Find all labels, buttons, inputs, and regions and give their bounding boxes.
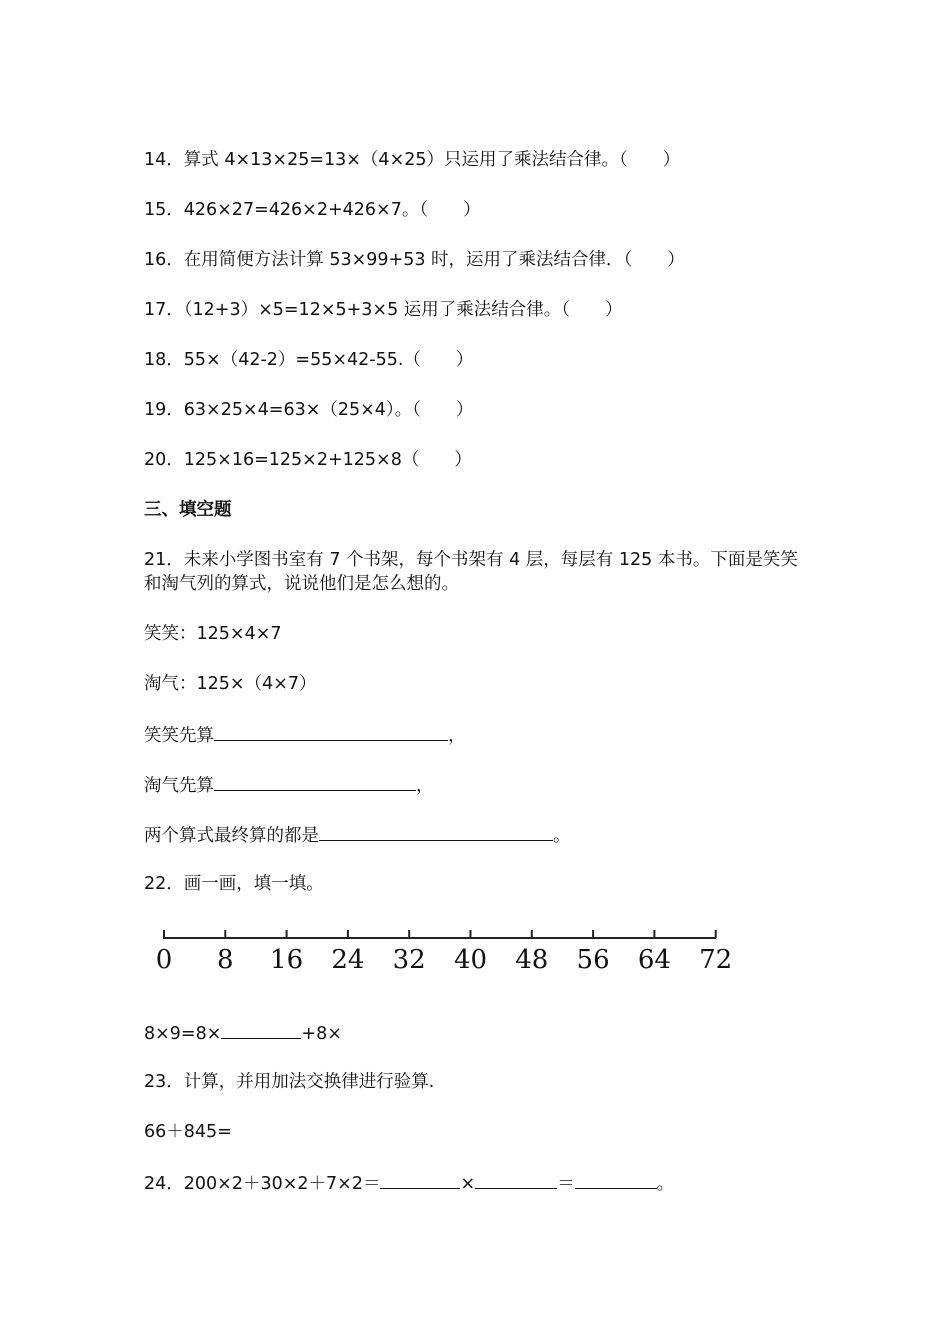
xiaoxiao-expression: 笑笑：125×4×7: [144, 624, 282, 644]
question-number: 16．: [144, 250, 184, 270]
question-number: 15．: [144, 200, 184, 220]
question-number: 24．: [144, 1174, 184, 1194]
period: 。: [656, 1174, 675, 1194]
number-line-label: 48: [515, 945, 549, 975]
q24-expression: 200×2＋30×2＋7×2＝: [183, 1174, 381, 1194]
answer-blank[interactable]: [380, 1170, 460, 1189]
taoqi-expression: 淘气：125×（4×7）: [144, 674, 317, 694]
times-sign: ×: [460, 1174, 476, 1194]
equation-left: 8×9=8×: [144, 1024, 222, 1044]
question-text: 未来小学图书室有 7 个书架，每个书架有 4 层，每层有 125 本书。下面是笑笑和淘气列的算式，说说他们是怎么想的。: [144, 550, 798, 594]
comma: ，: [416, 776, 434, 796]
xiaoxiao-first-line: [144, 722, 466, 748]
question-text: 426×27=426×2+426×7。（ ）: [183, 200, 481, 220]
question-14: [144, 148, 680, 172]
question-text: 55×（42-2）=55×42-55.（ ）: [183, 350, 474, 370]
question-number: 14．: [144, 150, 184, 170]
question-18: [144, 348, 473, 372]
answer-blank[interactable]: [221, 1020, 301, 1039]
question-number: 21．: [144, 550, 184, 570]
question-text: 125×16=125×2+125×8（ ）: [183, 450, 472, 470]
both-final-line: [144, 822, 571, 848]
taoqi-first-line: [144, 772, 434, 798]
question-number: 22．: [144, 874, 184, 894]
question-16: [144, 248, 685, 272]
question-20: [144, 448, 472, 472]
number-line-ticks: [156, 930, 733, 975]
comma: ，: [448, 726, 466, 746]
number-line-label: 64: [637, 945, 671, 975]
question-text: 算式 4×13×25=13×（4×25）只运用了乘法结合律。（ ）: [183, 150, 681, 170]
answer-blank[interactable]: [214, 772, 416, 791]
number-line-label: 0: [155, 945, 173, 975]
answer-blank[interactable]: [214, 722, 448, 741]
section-heading: 三、填空题: [144, 500, 232, 520]
question-number: 19．: [144, 400, 184, 420]
question-19: [144, 398, 473, 422]
question-text: 计算，并用加法交换律进行验算.: [183, 1072, 435, 1092]
question-17: [144, 298, 623, 322]
taoqi-first-label: 淘气先算: [144, 776, 214, 796]
question-text: （12+3）×5=12×5+3×5 运用了乘法结合律。（ ）: [183, 300, 623, 320]
q23-expression: 66＋845=: [144, 1122, 232, 1142]
number-line-label: 72: [699, 945, 733, 975]
both-final-label: 两个算式最终算的都是: [144, 826, 319, 846]
question-number: 23．: [144, 1072, 184, 1092]
number-line-label: 56: [576, 945, 610, 975]
question-text: 在用简便方法计算 53×99+53 时，运用了乘法结合律．（ ）: [183, 250, 685, 270]
number-line-label: 16: [270, 945, 304, 975]
question-24: [144, 1170, 674, 1196]
q22-equation: [144, 1020, 342, 1046]
number-line-label: 24: [331, 945, 365, 975]
question-number: 20．: [144, 450, 184, 470]
question-22: [144, 872, 324, 896]
question-number: 17．: [144, 300, 184, 320]
equals-sign: ＝: [557, 1174, 575, 1194]
answer-blank[interactable]: [319, 822, 553, 841]
question-23: [144, 1070, 434, 1094]
question-15: [144, 198, 481, 222]
equation-right: +8×: [301, 1024, 342, 1044]
question-text: 画一画，填一填。: [183, 874, 324, 894]
number-line-label: 8: [217, 945, 234, 975]
number-line-label: 40: [453, 945, 488, 975]
question-text: 63×25×4=63×（25×4）。（ ）: [183, 400, 474, 420]
answer-blank[interactable]: [575, 1170, 657, 1189]
number-line-label: 32: [392, 945, 426, 975]
xiaoxiao-first-label: 笑笑先算: [144, 726, 214, 746]
question-number: 18．: [144, 350, 184, 370]
period: 。: [553, 826, 571, 846]
question-21: [144, 548, 809, 596]
answer-blank[interactable]: [475, 1170, 557, 1189]
number-line: [155, 925, 745, 977]
